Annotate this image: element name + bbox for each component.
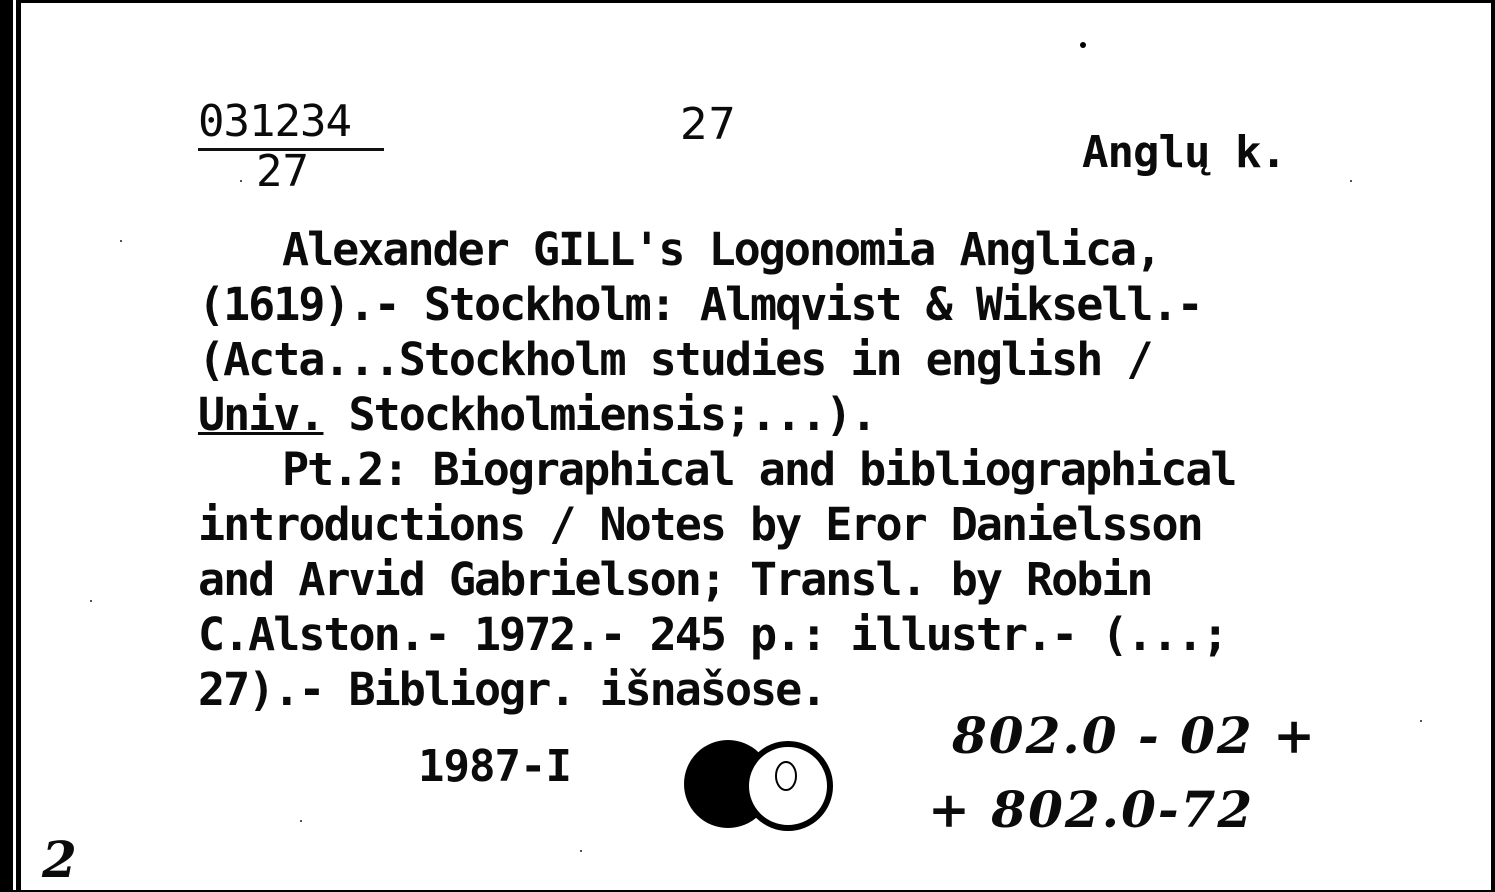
scan-speck (90, 600, 92, 602)
entry-line-6: introductions / Notes by Eror Danielsson (198, 498, 1202, 551)
corner-mark: 2 (42, 830, 77, 889)
entry-line-3: (Acta...Stockholm studies in english / (198, 333, 1152, 386)
entry-line-7: and Arvid Gabrielson; Transl. by Robin (198, 553, 1152, 606)
volume-number: 27 (680, 99, 736, 150)
scan-speck (120, 240, 122, 242)
card-border-left (0, 0, 13, 892)
scan-speck (240, 180, 242, 182)
entry-line-4 (198, 387, 1468, 442)
card-border-right (1491, 0, 1495, 892)
entry-line-1: Alexander GILL's Logonomia Anglica, (282, 223, 1161, 276)
entry-line-9: 27).- Bibliogr. išnašose. (198, 663, 826, 716)
udc-code-2: + 802.0-72 (928, 780, 1255, 839)
collection-label: Anglų k. (1082, 127, 1286, 178)
entry-line-8: C.Alston.- 1972.- 245 p.: illustr.- (...; (198, 608, 1227, 661)
card-border-top (0, 0, 1495, 3)
entry-line-2: (1619).- Stockholm: Almqvist & Wiksell.- (198, 278, 1202, 331)
entry-line-4-underlined: Univ. (198, 388, 324, 441)
entry-line-5: Pt.2: Biographical and bibliographical (282, 443, 1236, 496)
acquisition-date: 1987-I (418, 741, 571, 792)
scan-speck (1420, 720, 1422, 722)
scan-speck (580, 850, 582, 852)
scan-speck (1080, 42, 1086, 48)
entry-line-4-rest: Stockholmiensis;...). (323, 388, 876, 441)
scan-speck (1350, 180, 1352, 182)
call-number (198, 96, 388, 197)
scan-speck (300, 820, 302, 822)
call-number-bottom: 27 (256, 146, 309, 197)
udc-code-1: 802.0 - 02 + (952, 706, 1318, 765)
stamp-circles-icon (678, 736, 848, 836)
bibliographic-entry (198, 222, 1468, 717)
card-border-left-inner (16, 0, 21, 892)
call-number-top: 031234 (198, 96, 351, 147)
